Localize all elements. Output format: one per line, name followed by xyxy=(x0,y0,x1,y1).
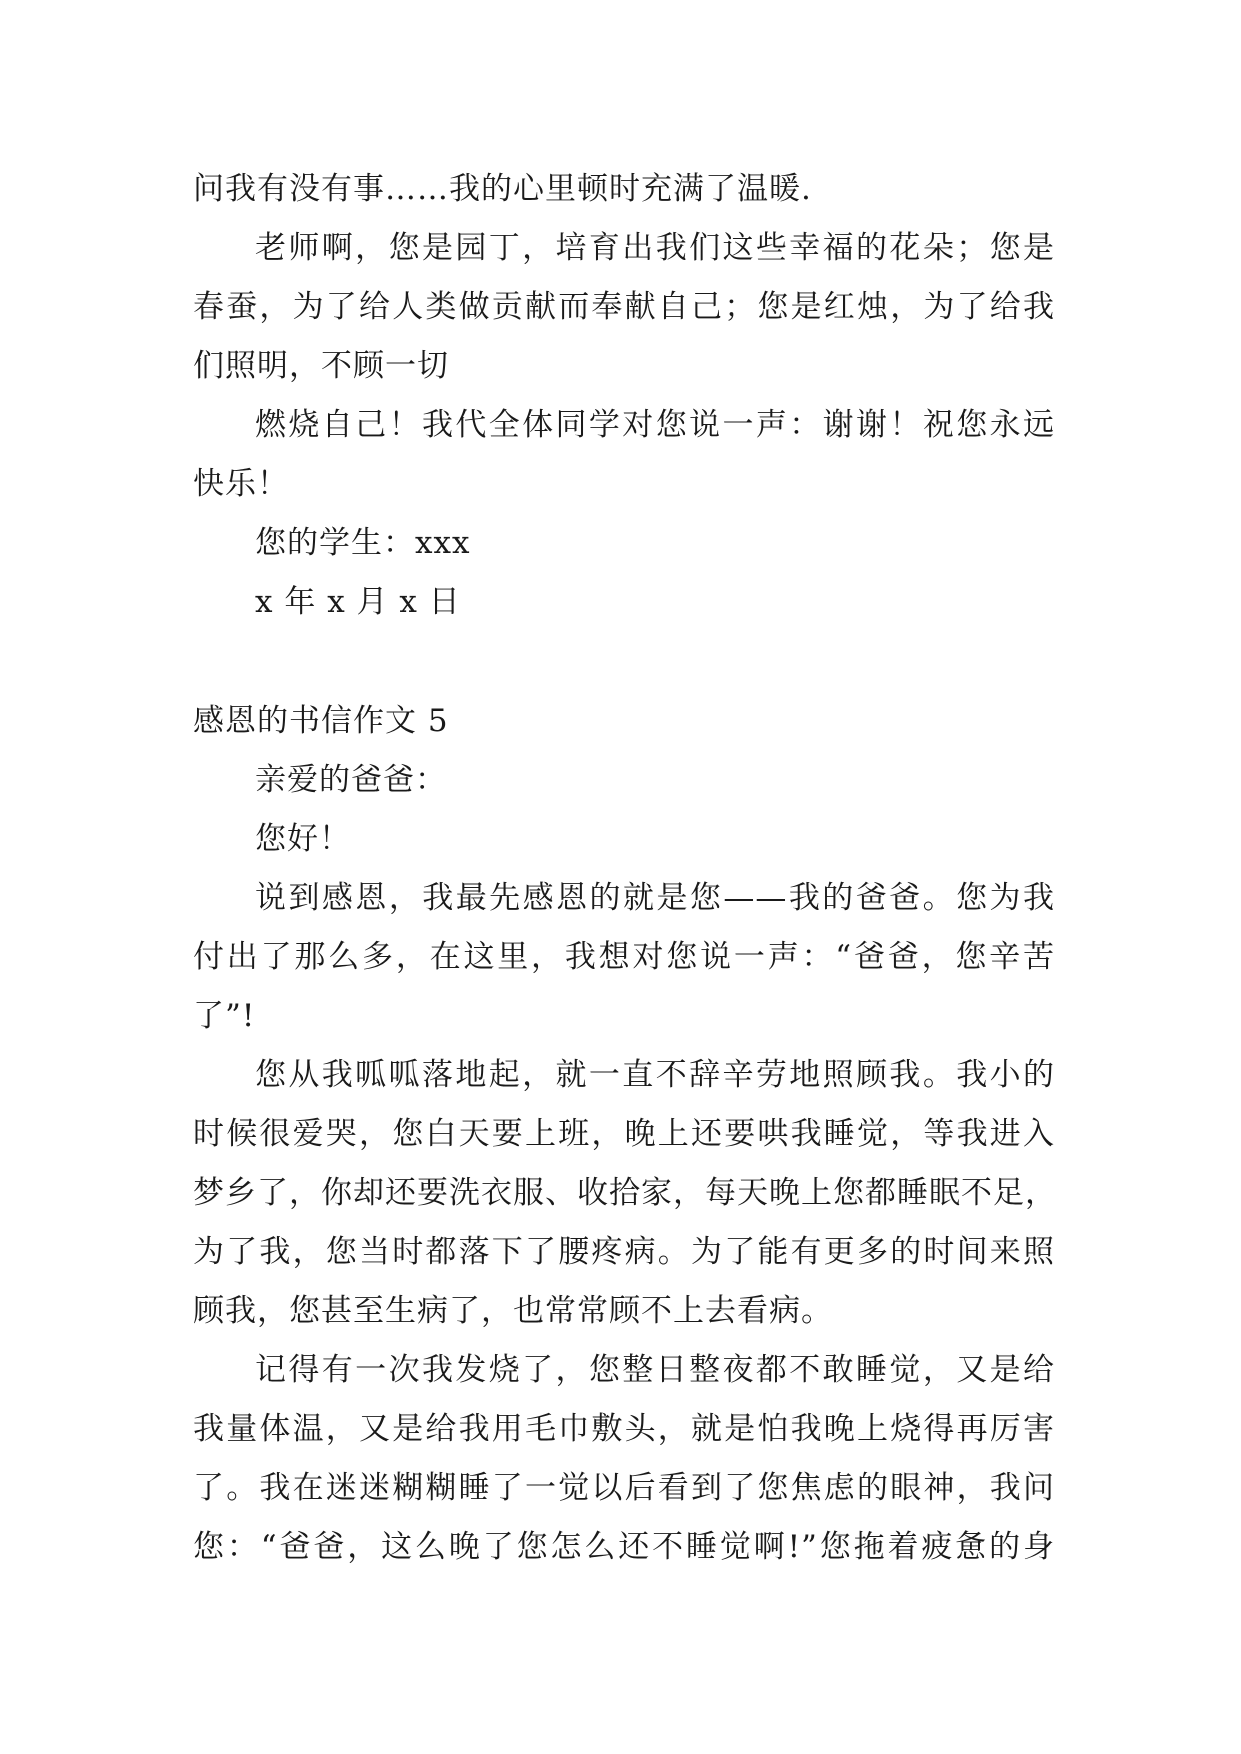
text-line: 快乐！ xyxy=(193,466,289,502)
section-title: 感恩的书信作文 5 xyxy=(193,703,449,739)
text-line: 梦乡了，你却还要洗衣服、收拾家，每天晚上您都睡眠不足， xyxy=(193,1175,1057,1211)
letter-date: x 年 x 月 x 日 xyxy=(255,584,461,620)
text-line: 您从我呱呱落地起，就一直不辞辛劳地照顾我。我小的 xyxy=(255,1057,1055,1093)
salutation: 亲爱的爸爸： xyxy=(255,762,447,798)
text-line: 付出了那么多，在这里，我想对您说一声：“爸爸，您辛苦 xyxy=(193,939,1055,975)
document-body xyxy=(193,160,1055,1577)
text-line: 了。我在迷迷糊糊睡了一觉以后看到了您焦虑的眼神，我问 xyxy=(193,1470,1055,1506)
text-line: 您：“爸爸，这么晚了您怎么还不睡觉啊!”您拖着疲惫的身 xyxy=(193,1529,1055,1565)
greeting: 您好！ xyxy=(255,821,351,857)
text-line: 春蚕，为了给人类做贡献而奉献自己；您是红烛，为了给我 xyxy=(193,289,1055,325)
signature: 您的学生：xxx xyxy=(255,525,471,561)
text-line: 燃烧自己！我代全体同学对您说一声：谢谢！祝您永远 xyxy=(255,407,1055,443)
text-line: 说到感恩，我最先感恩的就是您——我的爸爸。您为我 xyxy=(255,880,1055,916)
text-line: 记得有一次我发烧了，您整日整夜都不敢睡觉，又是给 xyxy=(255,1352,1055,1388)
text-line: 们照明，不顾一切 xyxy=(193,348,449,384)
text-line: 问我有没有事……我的心里顿时充满了温暖. xyxy=(193,171,812,207)
text-line: 时候很爱哭，您白天要上班，晚上还要哄我睡觉，等我进入 xyxy=(193,1116,1055,1152)
text-line: 老师啊，您是园丁，培育出我们这些幸福的花朵；您是 xyxy=(255,230,1055,266)
text-line: 顾我，您甚至生病了，也常常顾不上去看病。 xyxy=(193,1293,833,1329)
text-line: 了”! xyxy=(193,998,256,1034)
text-line: 我量体温，又是给我用毛巾敷头，就是怕我晚上烧得再厉害 xyxy=(193,1411,1055,1447)
section-spacer xyxy=(193,632,1055,692)
text-line: 为了我，您当时都落下了腰疼病。为了能有更多的时间来照 xyxy=(193,1234,1055,1270)
